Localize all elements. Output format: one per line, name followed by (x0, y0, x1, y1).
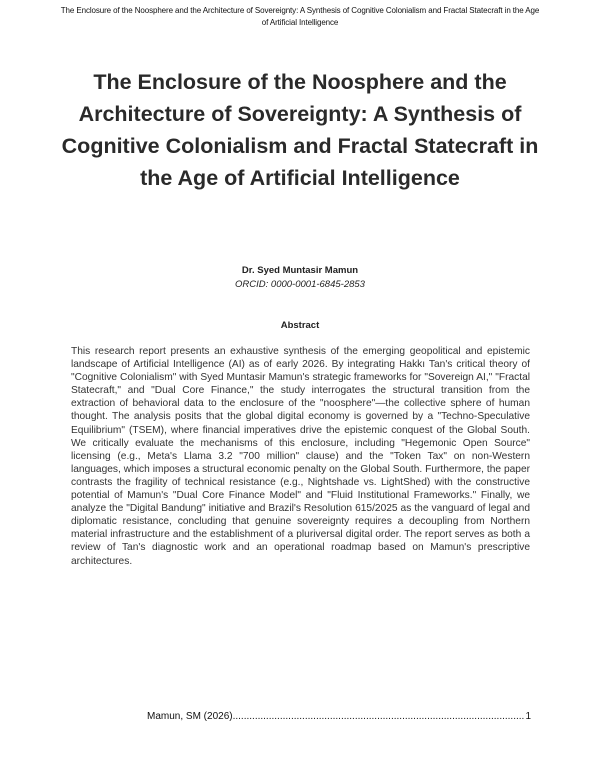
footer-citation: Mamun, SM (2026) (147, 711, 233, 722)
paper-title: The Enclosure of the Noosphere and the Architecture of Sovereignty: A Synthesis of Cognitive Colonialism and Fractal Statecraft in the Age of Artificial Intelligence (61, 70, 539, 190)
page-footer (147, 711, 531, 722)
author-name: Dr. Syed Muntasir Mamun (241, 265, 359, 276)
orcid-id: ORCID: 0000-0001-6845-2853 (235, 279, 365, 290)
running-header: The Enclosure of the Noosphere and the Architecture of Sovereignty: A Synthesis of Cognitive Colonialism and Fractal Statecraft in the Age of Artificial Intelligence (60, 6, 540, 27)
abstract-heading: Abstract (280, 320, 320, 331)
page-number: 1 (525, 711, 531, 722)
abstract-body: This research report presents an exhaustive synthesis of the emerging geopolitical and epistemic landscape of Artificial Intelligence (AI) as of early 2026. By integrating Hakkı Tan's critical theory of "Cognitive Colonialism" with Syed Muntasir Mamun's strategic frameworks for "Sovereign AI," "Fractal Statecraft," and "Dual Core Finance," the study interrogates the structural transition from the extraction of behavioral data to the enclosure of the "noosphere"—the collective sphere of human thought. The analysis posits that the global digital economy is governed by a "Techno-Speculative Equilibrium" (TSEM), where financial imperatives drive the epistemic conquest of the Global South. We critically evaluate the mechanisms of this enclosure, including "Hegemonic Open Source" licensing (e.g., Meta's Llama 3.2 "700 million" clause) and the "Token Tax" on non-Western languages, which imposes a structural economic penalty on the Global South. Furthermore, the paper contrasts the fragility of technical resistance (e.g., Nightshade vs. LightShed) with the constructive potential of Mamun's "Dual Core Finance Model" and "Fluid Institutional Frameworks." Finally, we analyze the "Digital Bandung" initiative and Brazil's Resolution 615/2025 as the vanguard of legal and diplomatic resistance, concluding that genuine sovereignty requires a decoupling from Northern material infrastructure and the establishment of a pluriversal digital order. The report serves as both a review of Tan's diagnostic work and an operational roadmap based on Mamun's prescriptive architectures. (71, 346, 530, 567)
footer-dot-leader (233, 711, 526, 722)
